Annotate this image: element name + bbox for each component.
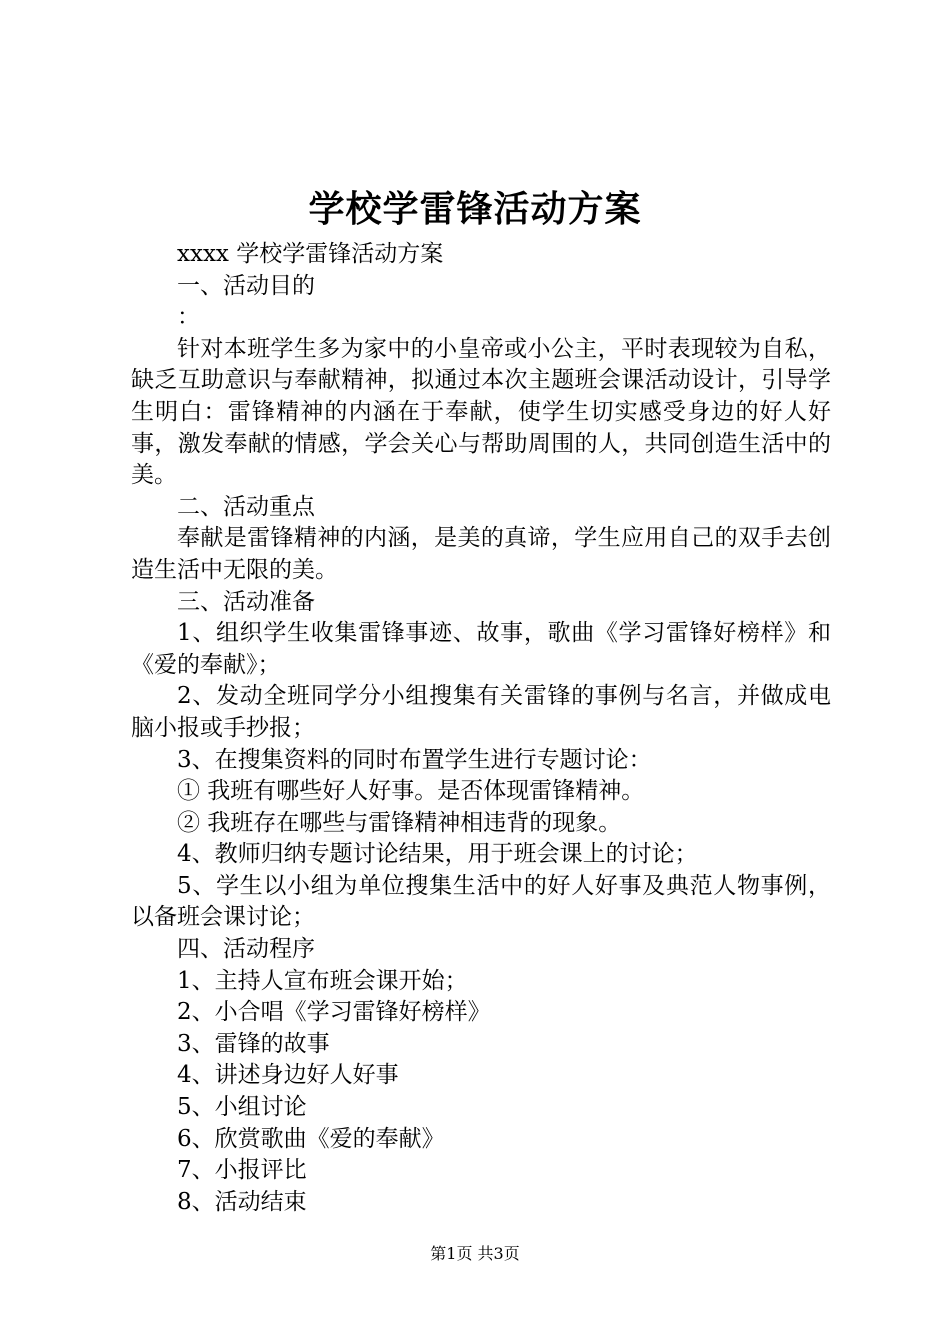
list-item-procedure-3: 3、雷锋的故事 (177, 1030, 330, 1057)
paragraph-doc-heading: xxxx 学校学雷锋活动方案 (177, 241, 444, 267)
paragraph-purpose-body: 针对本班学生多为家中的小皇帝或小公主，平时表现较为自私，缺乏互助意识与奉献精神，拟通过本次主题班会课活动设计，引导学生明白：雷锋精神的内涵在于奉献，使学生切实感受身边的好人好事，激发奉献的情感，学会关心与帮助周围的人，共同创造生活中的美。 (131, 335, 831, 489)
section-heading-focus: 二、活动重点 (177, 493, 315, 520)
list-item-preparation-4: 4、教师归纳专题讨论结果，用于班会课上的讨论； (177, 841, 698, 868)
paragraph-colon: ： (177, 304, 200, 331)
section-heading-procedure: 四、活动程序 (177, 936, 315, 963)
list-item-procedure-4: 4、讲述身边好人好事 (177, 1062, 399, 1089)
page-footer: 第1页 共3页 (430, 1244, 520, 1263)
list-item-procedure-1: 1、主持人宣布班会课开始； (177, 967, 468, 994)
paragraph-focus-body: 奉献是雷锋精神的内涵，是美的真谛，学生应用自己的双手去创造生活中无限的美。 (131, 525, 831, 583)
section-heading-purpose: 一、活动目的 (177, 272, 315, 299)
document-body (131, 239, 831, 1218)
list-subitem-discussion-2: ② 我班存在哪些与雷锋精神相违背的现象。 (177, 809, 622, 836)
list-item-preparation-1: 1、组织学生收集雷锋事迹、故事，歌曲《学习雷锋好榜样》和《爱的奉献》； (131, 620, 831, 678)
document-title: 学校学雷锋活动方案 (308, 188, 642, 230)
section-heading-preparation: 三、活动准备 (177, 588, 315, 615)
list-item-procedure-2: 2、小合唱《学习雷锋好榜样》 (177, 999, 491, 1026)
list-subitem-discussion-1: ① 我班有哪些好人好事。是否体现雷锋精神。 (177, 778, 645, 805)
list-item-procedure-6: 6、欣赏歌曲《爱的奉献》 (177, 1125, 445, 1152)
list-item-procedure-7: 7、小报评比 (177, 1157, 307, 1184)
list-item-procedure-5: 5、小组讨论 (177, 1094, 307, 1121)
list-item-preparation-3: 3、在搜集资料的同时布置学生进行专题讨论： (177, 746, 652, 773)
list-item-preparation-2: 2、发动全班同学分小组搜集有关雷锋的事例与名言，并做成电脑小报或手抄报； (131, 683, 831, 741)
list-item-procedure-8: 8、活动结束 (177, 1188, 307, 1215)
list-item-preparation-5: 5、学生以小组为单位搜集生活中的好人好事及典范人物事例，以备班会课讨论； (131, 872, 831, 931)
